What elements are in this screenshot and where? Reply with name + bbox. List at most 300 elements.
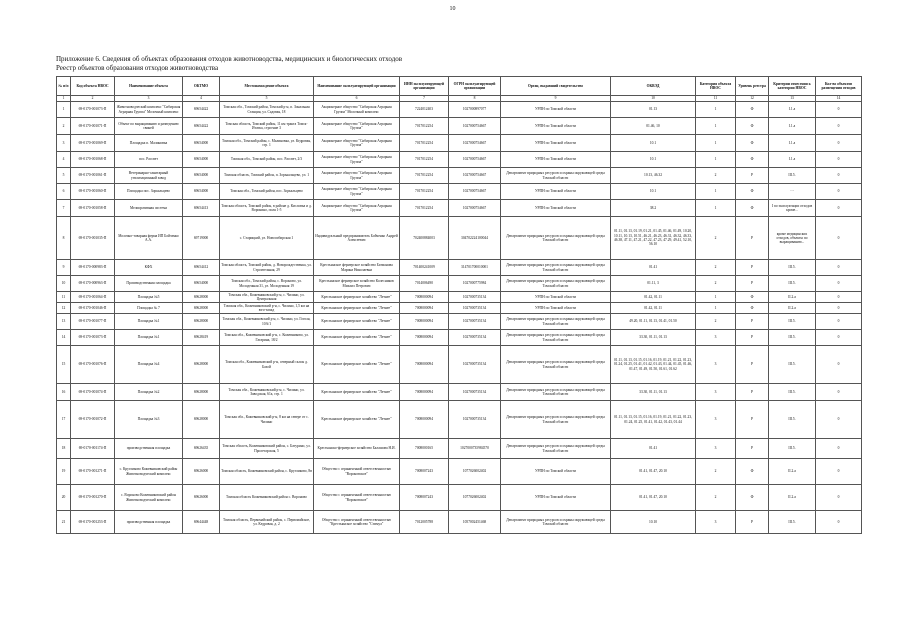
table-cell: Томская область, Кожевниковский район, с. Батурино, ул. Пролетарская, 5 bbox=[220, 439, 314, 459]
table-cell: Томская область, Томский район, 11 км тракта Томск-Итатка, строение 3 bbox=[220, 118, 314, 135]
table-cell: 0 bbox=[816, 314, 862, 330]
table-cell: 10.1 bbox=[611, 152, 696, 168]
table-row bbox=[57, 200, 862, 217]
table-cell: 7017012254 bbox=[400, 168, 449, 184]
table-cell: 16 bbox=[57, 384, 71, 401]
table-cell: 69-0170-001071-П bbox=[71, 118, 115, 135]
table-cell: 0 bbox=[816, 152, 862, 168]
table-cell: 2 bbox=[696, 314, 736, 330]
table-cell: Ф bbox=[736, 292, 769, 303]
table-cell: 69626435 bbox=[183, 439, 220, 459]
table-cell: I.1.а bbox=[769, 102, 816, 118]
table-cell: 1 bbox=[696, 118, 736, 135]
table-cell: 2 bbox=[696, 260, 736, 276]
table-cell: 01.41, 01.47, 20.10 bbox=[611, 485, 696, 511]
table-cell: Р bbox=[736, 276, 769, 292]
table-cell: 1027000897077 bbox=[449, 102, 501, 118]
table-cell: 7 bbox=[57, 200, 71, 217]
table-cell: Р bbox=[736, 260, 769, 276]
table-cell: с. Кругликово Кожевниковский район Животноводческий комплекс bbox=[115, 459, 183, 485]
table-cell: Департамент природных ресурсов и охраны окружающей среды Томской области bbox=[501, 346, 611, 384]
table-cell: с. Старицкий, ул. Новосибирская 1 bbox=[220, 217, 314, 260]
table-cell: 69-0170-001046-П bbox=[71, 303, 115, 314]
table-cell: 2 bbox=[696, 217, 736, 260]
table-cell: Томская область, Томский район, в районе д. Кисловка и д. Воронино, поля 1-5 bbox=[220, 200, 314, 217]
column-header: Критерии отнесения к категории НВОС bbox=[769, 77, 816, 96]
table-cell: 0 bbox=[816, 200, 862, 217]
table-cell: Департамент природных ресурсов и охраны окружающей среды Томской области bbox=[501, 168, 611, 184]
table-cell: Департамент природных ресурсов и охраны окружающей среды Томской области bbox=[501, 330, 611, 346]
table-cell: Департамент природных ресурсов и охраны окружающей среды Томской области bbox=[501, 276, 611, 292]
table-cell: Площадка №5 bbox=[115, 292, 183, 303]
table-cell: 4 bbox=[57, 152, 71, 168]
table-row bbox=[57, 217, 862, 260]
table-row bbox=[57, 135, 862, 152]
table-cell: Крестьянское фермерское хозяйство "Летнее" bbox=[314, 314, 400, 330]
table-cell: Р bbox=[736, 401, 769, 439]
table-cell: 7008007243 bbox=[400, 459, 449, 485]
registry-table bbox=[56, 76, 862, 534]
table-cell: 1027000754667 bbox=[449, 135, 501, 152]
table-cell: Акционерное общество "Сибирская Аграрная Группа" bbox=[314, 168, 400, 184]
table-cell: 0 bbox=[816, 401, 862, 439]
table-cell: Крестьянское фермерское хозяйство "Летнее" bbox=[314, 292, 400, 303]
table-cell: 69654422 bbox=[183, 118, 220, 135]
table-header-row bbox=[57, 77, 862, 96]
table-cell: 7017012254 bbox=[400, 135, 449, 152]
table-cell: 01.41 bbox=[611, 439, 696, 459]
table-cell: 7017012254 bbox=[400, 152, 449, 168]
table-cell: 69-0170-001058-П bbox=[71, 200, 115, 217]
table-cell: Департамент природных ресурсов и охраны окружающей среды Томской области bbox=[501, 260, 611, 276]
table-cell: I.1.а bbox=[769, 152, 816, 168]
table-cell: 7017012254 bbox=[400, 184, 449, 200]
table-cell: 1 bbox=[57, 102, 71, 118]
table-cell: 0 bbox=[816, 102, 862, 118]
table-cell: 1027000735134 bbox=[449, 292, 501, 303]
table-cell: 0 bbox=[816, 217, 862, 260]
table-cell: Площадка №1 bbox=[115, 330, 183, 346]
table-cell: 1027000735134 bbox=[449, 401, 501, 439]
table-cell: 18 bbox=[57, 439, 71, 459]
table-cell: Площадка №1 bbox=[115, 314, 183, 330]
table-cell: 01.42, 01.11 bbox=[611, 303, 696, 314]
table-cell: 2 bbox=[696, 485, 736, 511]
table-cell: 69-0170-001035-П bbox=[71, 217, 115, 260]
table-cell: 1 bbox=[696, 200, 736, 217]
table-cell: Индивидуальный предприниматель Бойченко Андрей Алексеевич bbox=[314, 217, 400, 260]
table-cell: 69-0170-000983-П bbox=[71, 260, 115, 276]
table-cell: Томская обл., Томский район, с. Вороново, ул. Молодежная 31, ул. Молодежная 19 bbox=[220, 276, 314, 292]
table-cell: 69628000 bbox=[183, 401, 220, 439]
appendix-title: Приложение 6. Сведения об объектах образования отходов животноводства, медицинских и биологических отходов bbox=[56, 55, 403, 63]
table-cell: 01.11, 01.13, 01.15, 01.16, 01.19, 01.21, 01.22, 01.23, 01.24, 01.25, 01.41, 01.42, 01.43, 01.44 bbox=[611, 401, 696, 439]
table-cell: 1057002451468 bbox=[449, 511, 501, 534]
table-row bbox=[57, 184, 862, 200]
table-cell: 69-0170-001271-П bbox=[71, 459, 115, 485]
table-cell: УРПН по Томской области bbox=[501, 303, 611, 314]
table-cell: Ветеринарно-санитарный утилизационный завод bbox=[115, 168, 183, 184]
column-index: 7 bbox=[400, 96, 449, 102]
table-cell: 3 bbox=[696, 439, 736, 459]
table-cell: 69628000 bbox=[183, 303, 220, 314]
column-index: 6 bbox=[314, 96, 400, 102]
table-row bbox=[57, 260, 862, 276]
table-cell: III.5. bbox=[769, 260, 816, 276]
table-cell: Ф bbox=[736, 152, 769, 168]
table-cell: 3 bbox=[696, 401, 736, 439]
table-cell: 7008000165 bbox=[400, 439, 449, 459]
registry-title: Реестр объектов образования отходов животноводства bbox=[56, 64, 219, 72]
table-cell: Томская обл., Кожевниковский р-н, с. Кожевниково, ул. Гагарина, 18/2 bbox=[220, 330, 314, 346]
column-index: 14 bbox=[816, 96, 862, 102]
table-cell: Молочно-товарная ферма ИП Бойченко А.А. bbox=[115, 217, 183, 260]
table-cell: 0 bbox=[816, 485, 862, 511]
table-cell: III.5. bbox=[769, 168, 816, 184]
table-cell: Томская область, Кожевниковский район, с. Кругликово, 8в bbox=[220, 459, 314, 485]
table-cell: 15 bbox=[57, 346, 71, 384]
table-cell: Площадка №3 bbox=[115, 401, 183, 439]
table-cell: Крестьянское фермерское хозяйство "Летнее" bbox=[314, 330, 400, 346]
table-cell: 69-0170-001072-П bbox=[71, 401, 115, 439]
table-row bbox=[57, 346, 862, 384]
table-row bbox=[57, 292, 862, 303]
table-cell: Акционерное общество "Сибирская Аграрная Группа" bbox=[314, 200, 400, 217]
table-cell: 38.2 bbox=[611, 200, 696, 217]
column-index: 12 bbox=[736, 96, 769, 102]
table-cell: Животноводческий комплекс "Сибирская Аграрная Группа" Молочный комплекс bbox=[115, 102, 183, 118]
column-index: 8 bbox=[449, 96, 501, 102]
table-cell: 69-0170-001253-П bbox=[71, 511, 115, 534]
table-cell: 69654000 bbox=[183, 276, 220, 292]
table-cell: Р bbox=[736, 217, 769, 260]
table-cell: Общество с ограниченной ответственностью "Вороновское" bbox=[314, 485, 400, 511]
table-cell: 6 bbox=[57, 184, 71, 200]
table-cell: 69628000 bbox=[183, 346, 220, 384]
table-cell: I.1.а bbox=[769, 118, 816, 135]
table-cell: 14 bbox=[57, 330, 71, 346]
table-cell: 10.13, 46.32 bbox=[611, 168, 696, 184]
table-cell: 1 bbox=[696, 292, 736, 303]
table-cell: Р bbox=[736, 314, 769, 330]
table-cell: 1 bbox=[696, 303, 736, 314]
table-row bbox=[57, 439, 862, 459]
table-cell: 69-0170-001074-П bbox=[71, 384, 115, 401]
table-cell: 314701700010001 bbox=[449, 260, 501, 276]
table-cell: 0 bbox=[816, 511, 862, 534]
table-cell: 7008000094 bbox=[400, 292, 449, 303]
table-cell: Томская обл., Кожевниковский р-н, с. Чилино, ул. Гоголя, 10А/1 bbox=[220, 314, 314, 330]
table-cell: Департамент природных ресурсов и охраны окружающей среды Томской области bbox=[501, 314, 611, 330]
table-cell: Томская обл., Кожевниковский р-н, с. Чилино, ул. Центральная bbox=[220, 292, 314, 303]
table-cell: III.5. bbox=[769, 346, 816, 384]
table-cell: 304702224100044 bbox=[449, 217, 501, 260]
table-cell: Департамент природных ресурсов и охраны окружающей среды Томской области bbox=[501, 511, 611, 534]
table-cell: Крестьянское фермерское хозяйство "Летнее" bbox=[314, 401, 400, 439]
table-cell: Площадка №4 bbox=[115, 346, 183, 384]
table-cell: III.5. bbox=[769, 384, 816, 401]
table-cell: 1027000754667 bbox=[449, 118, 501, 135]
table-cell: 7224012403 bbox=[400, 102, 449, 118]
table-cell: Р bbox=[736, 511, 769, 534]
table-cell: Крестьянское фермерское хозяйство Колесников Михаил Петрович bbox=[314, 276, 400, 292]
table-cell: Томская область, Томский район, д. Новорождественка, ул. Строительная, 29 bbox=[220, 260, 314, 276]
table-cell: 7008000094 bbox=[400, 314, 449, 330]
table-cell: I по эксплуатации отходов кроме... bbox=[769, 200, 816, 217]
table-cell: 69-0170-001073-П bbox=[71, 330, 115, 346]
table-cell: 0 bbox=[816, 439, 862, 459]
table-cell: 10.1 bbox=[611, 184, 696, 200]
column-index: 5 bbox=[220, 96, 314, 102]
table-cell: 702400884003 bbox=[400, 217, 449, 260]
table-cell: III.5. bbox=[769, 314, 816, 330]
page-number: 10 bbox=[449, 6, 456, 12]
table-cell: 7008000094 bbox=[400, 303, 449, 314]
table-cell: 69-0170-001073-П bbox=[71, 102, 115, 118]
table-cell: 7008000094 bbox=[400, 330, 449, 346]
table-cell: Ф bbox=[736, 200, 769, 217]
table-cell: 13 bbox=[57, 314, 71, 330]
table-cell: 5 bbox=[57, 168, 71, 184]
table-cell: 2 bbox=[696, 459, 736, 485]
table-cell: 69626000 bbox=[183, 485, 220, 511]
table-cell: 1027000735134 bbox=[449, 330, 501, 346]
table-cell: Общество с ограниченной ответственностью "Вороновское" bbox=[314, 459, 400, 485]
table-cell: 2 bbox=[696, 168, 736, 184]
table-cell: 69654412 bbox=[183, 260, 220, 276]
table-cell: 01.11, 3 bbox=[611, 276, 696, 292]
table-cell: Ф bbox=[736, 184, 769, 200]
column-index: 3 bbox=[115, 96, 183, 102]
table-cell: Ф bbox=[736, 485, 769, 511]
table-cell: Акционерное общество "Сибирская Аграрная Группа" bbox=[314, 135, 400, 152]
table-cell: 69654000 bbox=[183, 152, 220, 168]
table-cell: Департамент природных ресурсов и охраны окружающей среды Томской области bbox=[501, 217, 611, 260]
table-cell: 0 bbox=[816, 459, 862, 485]
table-cell: 69-0170-001060-П bbox=[71, 184, 115, 200]
column-header: Наименование объекта bbox=[115, 77, 183, 96]
table-cell: Крестьянское фермерское хозяйство "Летнее" bbox=[314, 346, 400, 384]
column-index: 9 bbox=[501, 96, 611, 102]
table-cell: 0 bbox=[816, 330, 862, 346]
table-cell: 10 bbox=[57, 276, 71, 292]
table-cell: 1 bbox=[696, 135, 736, 152]
table-cell: 1027000775984 bbox=[449, 276, 501, 292]
table-cell: III.5. bbox=[769, 439, 816, 459]
table-cell: Томская обл., Томский район, Томский р-н, п. Зональная Станция, ул. Садовая, 18 bbox=[220, 102, 314, 118]
table-cell: 33.30, 01.11, 01.13 bbox=[611, 330, 696, 346]
table-cell: 7017012254 bbox=[400, 118, 449, 135]
table-cell: 7008000094 bbox=[400, 401, 449, 439]
column-header: ОКТМО bbox=[183, 77, 220, 96]
table-cell: 69628000 bbox=[183, 292, 220, 303]
table-cell: II.2.а bbox=[769, 303, 816, 314]
table-cell: 01.41 bbox=[611, 260, 696, 276]
table-cell: 33.30, 01.11, 01.13 bbox=[611, 384, 696, 401]
column-header: Код объекта НВОС bbox=[71, 77, 115, 96]
table-row bbox=[57, 330, 862, 346]
table-cell: III.5. bbox=[769, 276, 816, 292]
table-cell: 69-0170-001069-П bbox=[71, 135, 115, 152]
table-row bbox=[57, 152, 862, 168]
table-cell: 1027000754667 bbox=[449, 168, 501, 184]
table-cell: 69-0170-001061-П bbox=[71, 168, 115, 184]
table-cell: УРПН по Томской области bbox=[501, 102, 611, 118]
table-cell: 69654000 bbox=[183, 168, 220, 184]
table-cell: 01.42, 01.11 bbox=[611, 292, 696, 303]
table-cell: 69654413 bbox=[183, 200, 220, 217]
table-cell: Ф bbox=[736, 102, 769, 118]
table-cell: УРПН по Томской области bbox=[501, 184, 611, 200]
table-cell: 69654422 bbox=[183, 102, 220, 118]
table-cell: 69654000 bbox=[183, 184, 220, 200]
table-cell: 69-0170-000963-П bbox=[71, 276, 115, 292]
table-cell: Объект по выращиванию и разведению свиней bbox=[115, 118, 183, 135]
table-cell: Крестьянское фермерское хозяйство "Летнее" bbox=[314, 384, 400, 401]
table-cell: 1027000735984570 bbox=[449, 439, 501, 459]
table-cell: Акционерное общество "Сибирская Аграрная Группа" bbox=[314, 118, 400, 135]
table-cell: III.5. bbox=[769, 401, 816, 439]
table-cell: 69-0170-001076-П bbox=[71, 346, 115, 384]
table-cell: Р bbox=[736, 439, 769, 459]
table-row bbox=[57, 511, 862, 534]
table-row bbox=[57, 102, 862, 118]
table-cell: 7008000094 bbox=[400, 346, 449, 384]
table-cell: 17 bbox=[57, 401, 71, 439]
table-cell: 701400241009 bbox=[400, 260, 449, 276]
table-cell: 20 bbox=[57, 485, 71, 511]
table-cell: кроме медицинских отходов, объекты по выращиванию... bbox=[769, 217, 816, 260]
table-cell: Производственная площадка bbox=[115, 276, 183, 292]
table-cell: производственная площадка bbox=[115, 511, 183, 534]
table-cell: Ф bbox=[736, 303, 769, 314]
table-cell: Общество с ограниченной ответственностью "Крестьянское хозяйство "Стимул" bbox=[314, 511, 400, 534]
table-cell: 69626000 bbox=[183, 459, 220, 485]
table-cell: 1027000735134 bbox=[449, 303, 501, 314]
table-cell: Ф bbox=[736, 459, 769, 485]
table-cell: 69-0170-001270-П bbox=[71, 485, 115, 511]
table-cell: Площадка № 7 bbox=[115, 303, 183, 314]
table-cell: Томская обл., Томский район, с. Малиновка, ул. Кедровая, стр. 1 bbox=[220, 135, 314, 152]
column-header: ОГРН эксплуатирующей организации bbox=[449, 77, 501, 96]
table-cell: 7012005788 bbox=[400, 511, 449, 534]
column-index: 1 bbox=[57, 96, 71, 102]
table-cell: с. Вороново Кожевниковский район Животноводческий комплекс bbox=[115, 485, 183, 511]
table-cell: Департамент природных ресурсов и охраны окружающей среды Томской области bbox=[501, 439, 611, 459]
table-cell: Акционерное общество "Сибирская Аграрная Группа" bbox=[314, 184, 400, 200]
table-cell: I.1.а bbox=[769, 135, 816, 152]
column-header: Уровень реестра bbox=[736, 77, 769, 96]
table-cell: 1027000754667 bbox=[449, 200, 501, 217]
table-cell: 7008000094 bbox=[400, 384, 449, 401]
table-cell: 69628000 bbox=[183, 314, 220, 330]
table-cell: 3 bbox=[696, 384, 736, 401]
table-cell: Томская область, Первомайский район, с. Первомайское, ул. Кедровая, д. 2 bbox=[220, 511, 314, 534]
table-cell: Департамент природных ресурсов и охраны окружающей среды Томской области bbox=[501, 401, 611, 439]
table-cell: 3 bbox=[696, 511, 736, 534]
table-cell: Томская область, Томский район, п. Зорькальцево, ул. 1 bbox=[220, 168, 314, 184]
table-row bbox=[57, 276, 862, 292]
column-header: Категория объекта НВОС bbox=[696, 77, 736, 96]
table-cell: 0 bbox=[816, 384, 862, 401]
table-cell: 1077026002402 bbox=[449, 485, 501, 511]
table-cell: 01.41, 01.47, 20.10 bbox=[611, 459, 696, 485]
table-cell: Р bbox=[736, 384, 769, 401]
table-cell: 2 bbox=[57, 118, 71, 135]
column-header: Кол-во объектов размещения отходов bbox=[816, 77, 862, 96]
table-cell: 12 bbox=[57, 303, 71, 314]
table-cell: 7008007243 bbox=[400, 485, 449, 511]
table-row bbox=[57, 118, 862, 135]
table-cell: Томская обл., Кожевниковский р-н, с. Чилино, 1,5 км на юго-запад bbox=[220, 303, 314, 314]
table-cell: III.5. bbox=[769, 330, 816, 346]
table-cell: УРПН по Томской области bbox=[501, 292, 611, 303]
table-cell: Томская обл., Томский район, пос. Зоркальцево bbox=[220, 184, 314, 200]
table-cell: III.5. bbox=[769, 511, 816, 534]
table-cell: пос. Рассвет bbox=[115, 152, 183, 168]
table-cell: производственная площадка bbox=[115, 439, 183, 459]
table-cell: 19 bbox=[57, 459, 71, 485]
table-cell: Площадка №2 bbox=[115, 384, 183, 401]
table-cell: 01.46, 10 bbox=[611, 118, 696, 135]
table-cell: УРПН по Томской области bbox=[501, 200, 611, 217]
table-cell: 1 bbox=[696, 152, 736, 168]
table-cell: КФХ bbox=[115, 260, 183, 276]
table-row bbox=[57, 168, 862, 184]
table-cell: 0 bbox=[816, 276, 862, 292]
table-cell: 01.13 bbox=[611, 102, 696, 118]
table-cell: 9 bbox=[57, 260, 71, 276]
table-row bbox=[57, 303, 862, 314]
column-header: № п/п bbox=[57, 77, 71, 96]
table-cell: 69-0170-001064-П bbox=[71, 292, 115, 303]
table-cell: Акционерное общество "Сибирская Аграрная Группа" Молочный комплекс bbox=[314, 102, 400, 118]
table-cell: 21 bbox=[57, 511, 71, 534]
table-cell: 1027000754667 bbox=[449, 184, 501, 200]
table-cell: 0 bbox=[816, 168, 862, 184]
table-cell: II.2.а bbox=[769, 459, 816, 485]
table-cell: 1 bbox=[696, 184, 736, 200]
table-cell: 01.11, 01.13, 01.15, 01.16, 01.19, 01.21, 01.22, 01.23, 01.24, 01.25, 01.41, 01.42, 01.43, 01.44, 01.45, 01.46, 01.47, 01.49, 01.50, 01.61, 01.62 bbox=[611, 346, 696, 384]
table-cell: 3 bbox=[57, 135, 71, 152]
table-cell: Площадка п. Малиновка bbox=[115, 135, 183, 152]
column-header: ИНН эксплуатирующей организации bbox=[400, 77, 449, 96]
table-cell: 7014006490 bbox=[400, 276, 449, 292]
table-cell: 8 bbox=[57, 217, 71, 260]
table-cell: Ф bbox=[736, 118, 769, 135]
table-cell: УРПН по Томской области bbox=[501, 118, 611, 135]
table-cell: 10.1 bbox=[611, 135, 696, 152]
table-cell: Крестьянско-фермерское хозяйство Балашова Н.И. bbox=[314, 439, 400, 459]
table-row bbox=[57, 401, 862, 439]
table-cell: - - bbox=[769, 184, 816, 200]
table-cell: Р bbox=[736, 168, 769, 184]
table-cell: Томская обл., Томский район, пос. Рассвет, 2/3 bbox=[220, 152, 314, 168]
table-cell: Р bbox=[736, 346, 769, 384]
table-cell: 0 bbox=[816, 346, 862, 384]
table-row bbox=[57, 459, 862, 485]
table-cell: Мелиоративная система bbox=[115, 200, 183, 217]
column-index: 11 bbox=[696, 96, 736, 102]
table-cell: 69628419 bbox=[183, 330, 220, 346]
table-cell: 0 bbox=[816, 260, 862, 276]
table-cell: 69-0170-001174-П bbox=[71, 439, 115, 459]
table-cell: Ф bbox=[736, 135, 769, 152]
table-cell: УРПН по Томской области bbox=[501, 135, 611, 152]
table-cell: 1027000735134 bbox=[449, 384, 501, 401]
column-header: Наименование эксплуатирующей организации bbox=[314, 77, 400, 96]
table-cell: 1 bbox=[696, 102, 736, 118]
